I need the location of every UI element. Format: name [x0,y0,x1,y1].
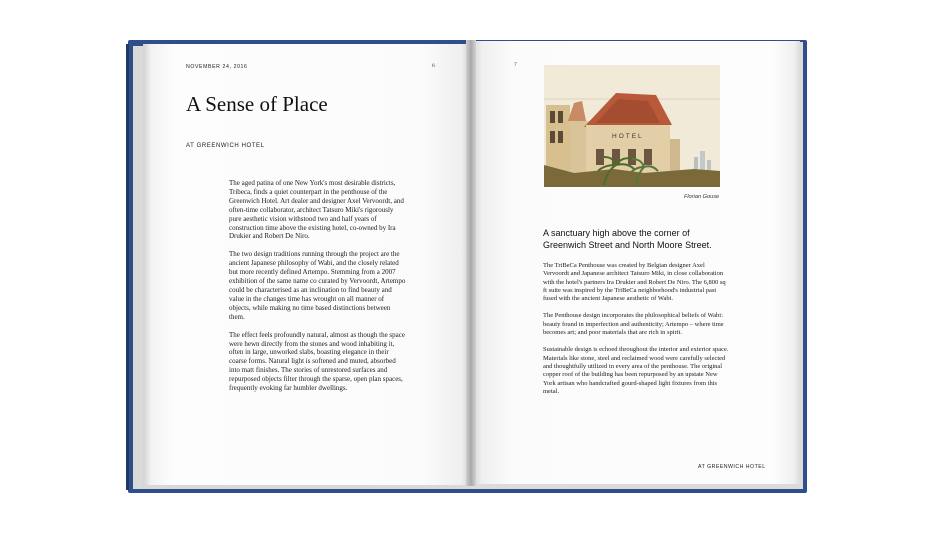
book-cover-edge [126,44,129,490]
paragraph: The effect feels profoundly natural, almost as though the space were hewn directly from the stones and wood inhabiting it, often in large, unworked slabs, boasting elegance in their coarse forms. Natural light is softened and muted, absorbed into matt finishes. The stories of unrestored surfaces and repurposed objects filter through the sparse, open plan spaces, frequently evoking far humbler dwellings. [229,330,405,393]
page-number-left: 6 [432,63,435,69]
paragraph: Sustainable design is echoed throughout the interior and exterior space. Materials like stone, steel and reclaimed wood were carefully selected and thoughtfully utilized in every area of the penthouse. The original copper roof of the building has been repurposed by an upstate New York artisan who handcrafted gourd-shaped light fixtures from this metal. [543,346,729,395]
article-subtitle: AT GREENWICH HOTEL [186,143,265,149]
right-body-text [543,262,731,405]
running-footer: AT GREENWICH HOTEL [698,464,766,470]
paragraph: The aged patina of one New York's most desirable districts, Tribeca, finds a quiet counterpart in the penthouse of the Greenwich Hotel. Art dealer and designer Axel Vervoordt, and often-time collaborator, architect Tatsuro Miki's rigorously pure aesthetic vision withstood two and half years of construction time above the existing hotel, co-owned by Ira Drukier and Robert De Niro. [229,179,404,241]
article-title: A Sense of Place [186,92,328,116]
left-body-text [229,179,406,402]
issue-date: NOVEMBER 24, 2016 [186,64,248,70]
hotel-photo [544,65,720,187]
book-gutter [466,40,476,486]
article-headline: A sanctuary high above the corner of Greenwich Street and North Moore Street. [543,228,712,250]
page-number-right: 7 [514,62,517,68]
paragraph: The TriBeCa Penthouse was created by Belgian designer Axel Vervoordt and Japanese architect Tatsuro Miki, in close collaboration with the hotel's partners Ira Drukier and Robert De Niro. The 6,800 sq ft suite was inspired by the TriBeCa neighborhood's industrial past fused with the ancient Japanese aesthetic of Wabi. [543,262,726,303]
right-page [472,41,800,484]
left-page [143,44,469,485]
photo-caption: Florian Gouse [684,194,720,200]
photo-sign-text: HOTEL [612,133,644,140]
paragraph: The Penthouse design incorporates the philosophical beliefs of Wabi: beauty found in imperfection and authenticity; Artempo – where time becomes art; and poor materials that are rich in spirit. [543,312,724,337]
paragraph: The two design traditions running through the project are the ancient Japanese philosophy of Wabi, and the closely related but more recently defined Artempo. Stemming from a 2007 exhibition of the same name co curated by Vervoordt, Artempo could be characterised as an inclination to find beauty and value in the changes time has wrought on all manner of objects, while making no time based distinctions between them. [229,250,406,321]
